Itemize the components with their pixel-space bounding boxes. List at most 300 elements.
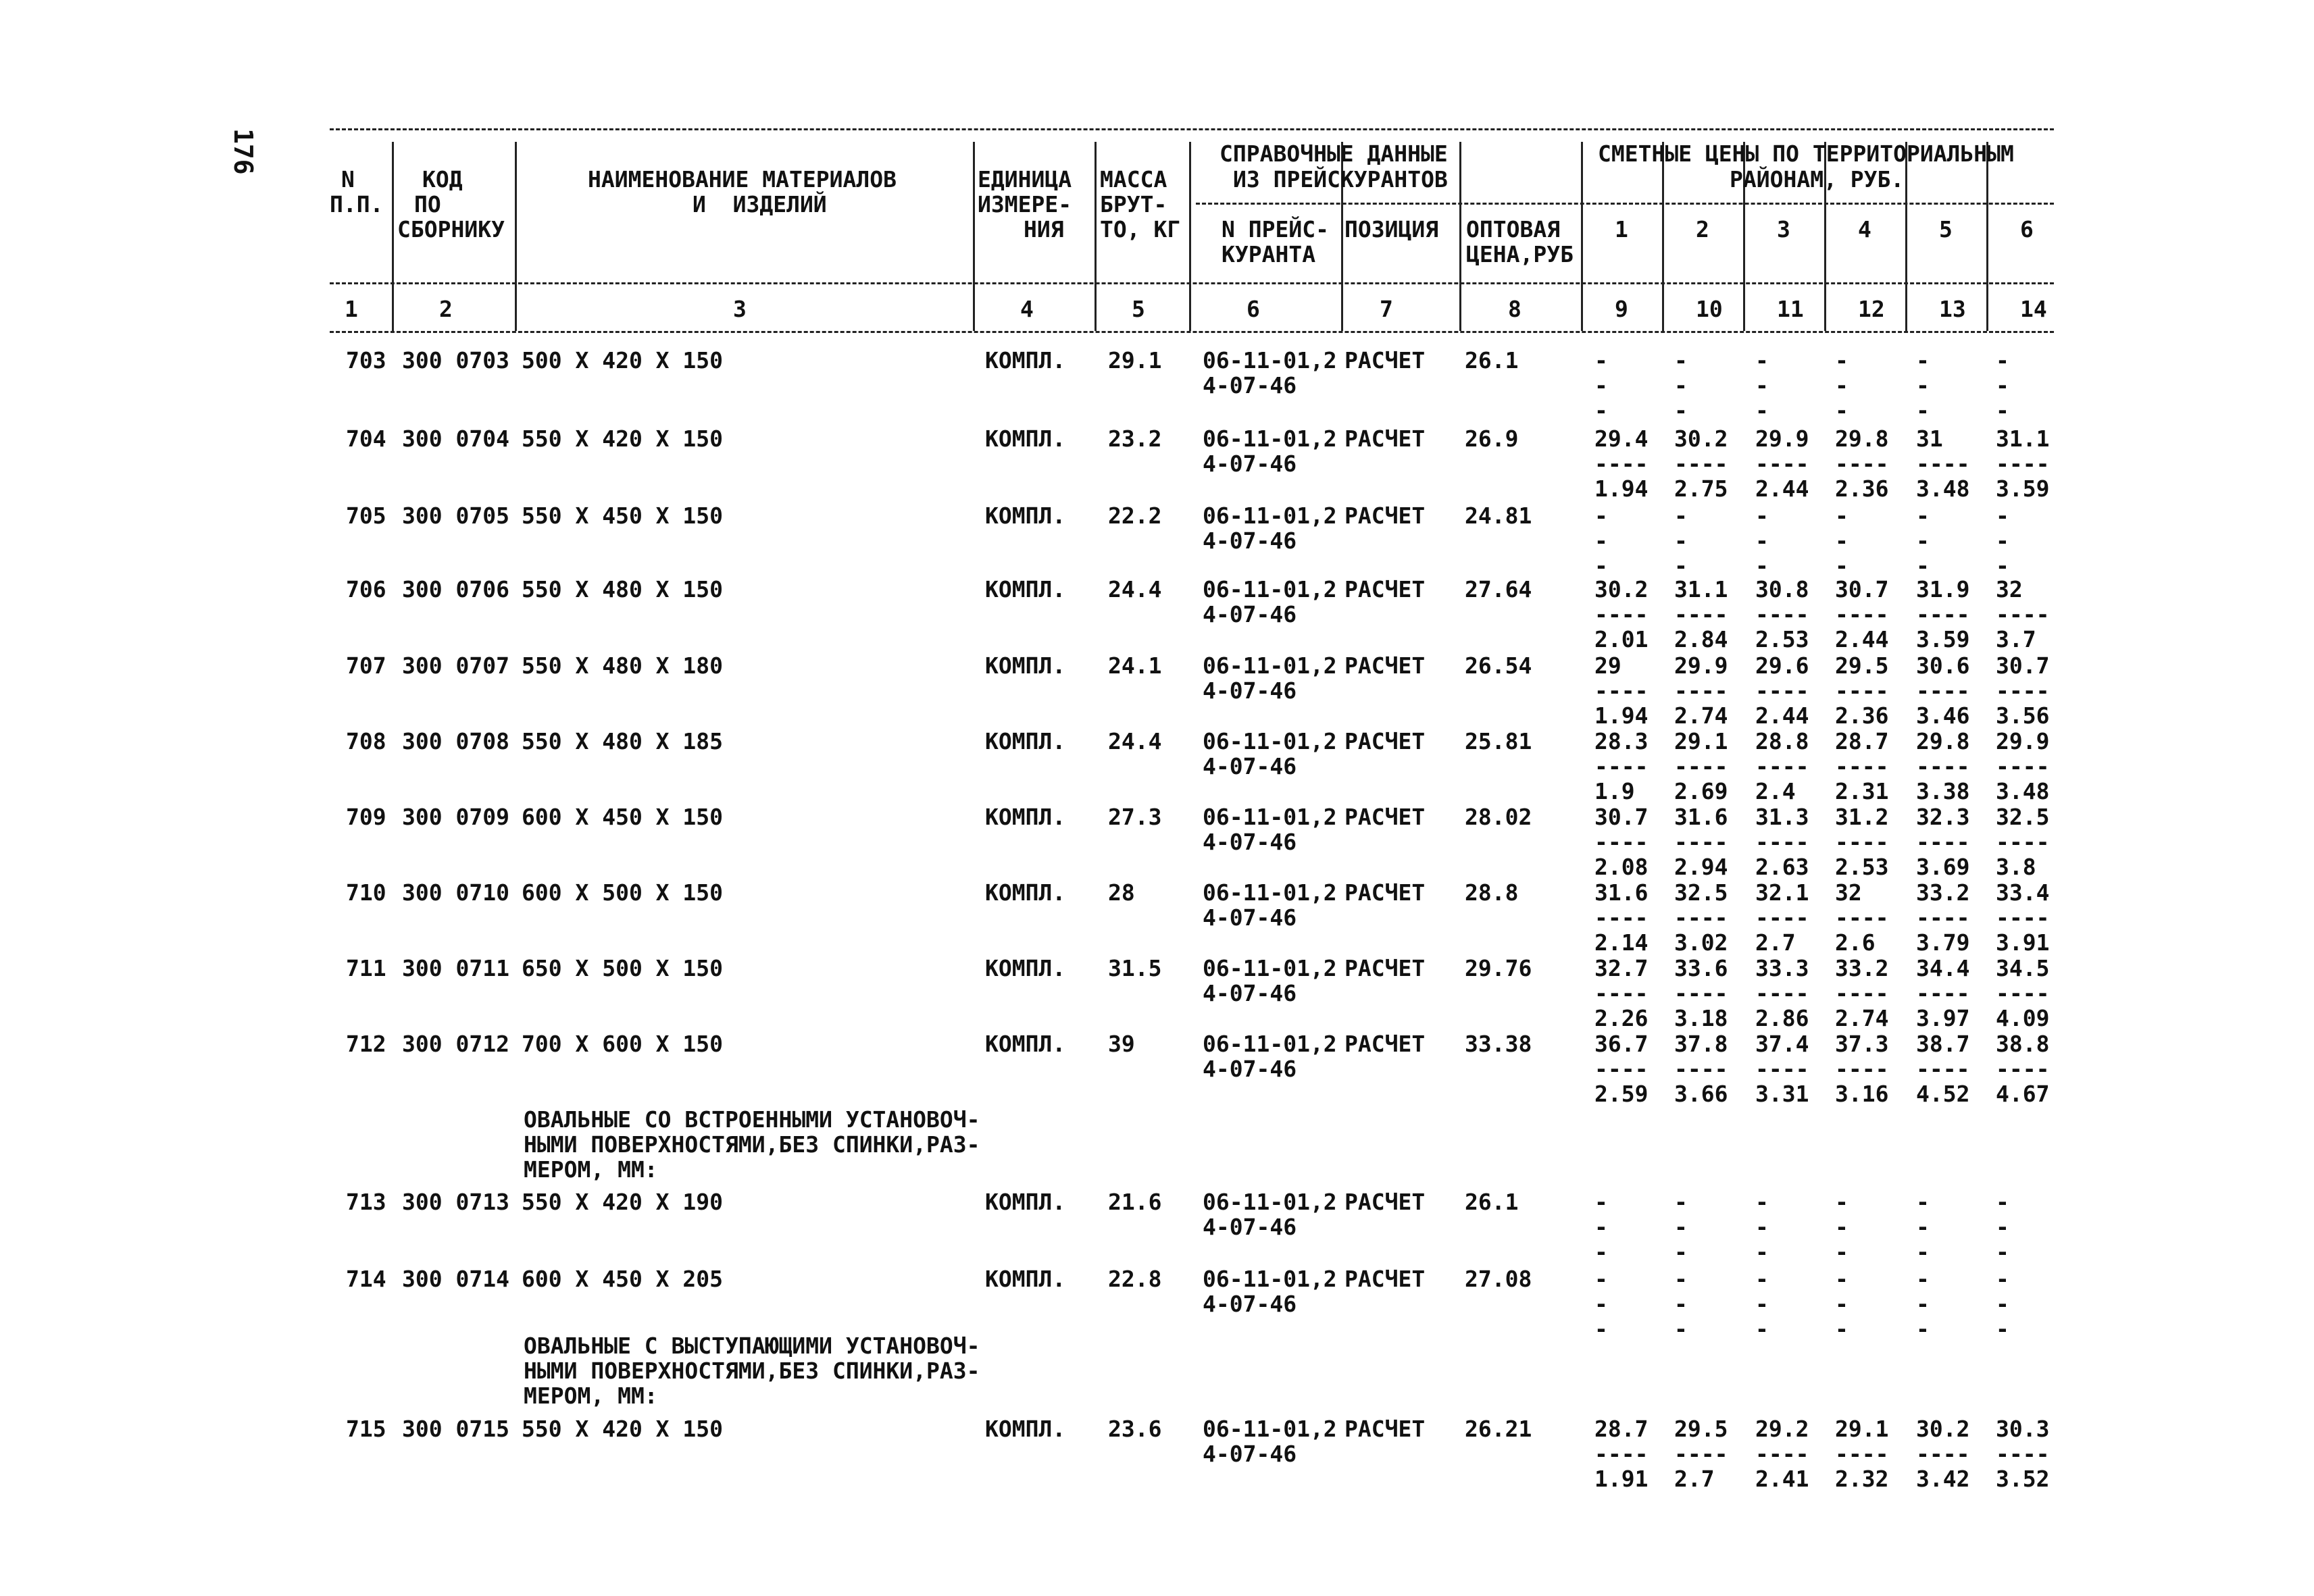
row-unit: КОМПЛ. xyxy=(985,503,1066,529)
row-pricelist-number-2: 4-07-46 xyxy=(1203,451,1297,477)
row-number: 704 xyxy=(346,426,386,452)
row-price-separator: ---- xyxy=(1674,829,1728,855)
row-price-separator: ---- xyxy=(1674,980,1728,1006)
row-price-separator: - xyxy=(1674,1214,1688,1240)
header-mid-rule xyxy=(330,282,2054,284)
row-mass: 22.8 xyxy=(1108,1266,1162,1292)
row-price-region-6: 33.4 xyxy=(1996,879,2050,906)
header-col4-line3: НИЯ xyxy=(1024,216,1064,242)
row-number: 714 xyxy=(346,1266,386,1292)
row-price-region-4-secondary: 2.44 xyxy=(1835,626,1889,652)
row-wholesale-price: 25.81 xyxy=(1465,728,1532,754)
row-price-separator: ---- xyxy=(1755,904,1809,931)
row-price-region-3-secondary: 2.7 xyxy=(1755,929,1796,956)
row-price-separator: ---- xyxy=(1755,829,1809,855)
row-price-separator: ---- xyxy=(1916,753,1970,779)
row-price-separator: ---- xyxy=(1916,601,1970,627)
row-price-separator: ---- xyxy=(1835,904,1889,931)
row-price-region-2-secondary: 3.66 xyxy=(1674,1081,1728,1107)
row-price-region-1: 31.6 xyxy=(1594,879,1649,906)
row-price-separator: ---- xyxy=(1835,677,1889,704)
row-name: 650 X 500 X 150 xyxy=(522,955,724,981)
row-price-separator: ---- xyxy=(1916,980,1970,1006)
row-price-separator: ---- xyxy=(1835,829,1889,855)
column-number-5: 5 xyxy=(1132,296,1145,322)
row-name: 550 X 420 X 150 xyxy=(522,1416,724,1442)
row-price-separator: ---- xyxy=(1755,677,1809,704)
column-number-3: 3 xyxy=(733,296,747,322)
row-price-region-2: 37.8 xyxy=(1674,1031,1728,1057)
row-code: 300 0704 xyxy=(402,426,509,452)
row-price-region-6-secondary: 4.67 xyxy=(1996,1081,2050,1107)
row-price-separator: ---- xyxy=(1674,1441,1728,1467)
row-name: 700 X 600 X 150 xyxy=(522,1031,724,1057)
row-position: РАСЧЕТ xyxy=(1344,1416,1426,1442)
row-position: РАСЧЕТ xyxy=(1344,955,1426,981)
row-price-separator: - xyxy=(1916,527,1930,554)
row-price-region-2-secondary: 3.02 xyxy=(1674,929,1728,956)
header-bottom-rule xyxy=(330,331,2054,333)
row-price-region-3: 33.3 xyxy=(1755,955,1809,981)
row-price-region-1-secondary: 2.14 xyxy=(1594,929,1649,956)
row-price-region-4: 30.7 xyxy=(1835,576,1889,602)
column-number-9: 9 xyxy=(1615,296,1628,322)
row-number: 709 xyxy=(346,804,386,830)
row-price-region-3-secondary: - xyxy=(1755,1316,1769,1342)
row-price-region-1: - xyxy=(1594,347,1608,374)
column-number-10: 10 xyxy=(1696,296,1723,322)
row-price-region-2: 30.2 xyxy=(1674,426,1728,452)
row-price-region-5: - xyxy=(1916,1266,1930,1292)
row-wholesale-price: 28.02 xyxy=(1465,804,1532,830)
row-position: РАСЧЕТ xyxy=(1344,652,1426,679)
row-pricelist-number-2: 4-07-46 xyxy=(1203,1056,1297,1082)
row-price-region-6-secondary: - xyxy=(1996,552,2009,579)
row-price-region-1-secondary: - xyxy=(1594,1239,1608,1265)
column-number-8: 8 xyxy=(1508,296,1521,322)
row-pricelist-number: 06-11-01,2 xyxy=(1203,1189,1337,1215)
row-price-region-2-secondary: - xyxy=(1674,1316,1688,1342)
row-unit: КОМПЛ. xyxy=(985,1031,1066,1057)
row-price-separator: ---- xyxy=(1594,677,1649,704)
row-position: РАСЧЕТ xyxy=(1344,728,1426,754)
row-price-region-4: 37.3 xyxy=(1835,1031,1889,1057)
row-price-separator: ---- xyxy=(1674,904,1728,931)
row-mass: 24.1 xyxy=(1108,652,1162,679)
row-code: 300 0710 xyxy=(402,879,509,906)
row-price-region-2: - xyxy=(1674,1189,1688,1215)
row-pricelist-number-2: 4-07-46 xyxy=(1203,1441,1297,1467)
row-pricelist-number: 06-11-01,2 xyxy=(1203,804,1337,830)
page-number: 176 xyxy=(228,128,258,175)
row-price-region-5-secondary: - xyxy=(1916,1239,1930,1265)
row-price-region-4-secondary: 2.6 xyxy=(1835,929,1876,956)
row-price-separator: ---- xyxy=(1835,1056,1889,1082)
row-price-separator: ---- xyxy=(1755,451,1809,477)
row-price-region-2: 29.1 xyxy=(1674,728,1728,754)
row-price-region-4: 28.7 xyxy=(1835,728,1889,754)
row-price-region-6-secondary: - xyxy=(1996,1239,2009,1265)
row-price-region-3: - xyxy=(1755,1266,1769,1292)
section-heading-a-line1: ОВАЛЬНЫЕ СО ВСТРОЕННЫМИ УСТАНОВОЧ- xyxy=(524,1106,980,1133)
row-price-separator: ---- xyxy=(1594,601,1649,627)
column-number-11: 11 xyxy=(1777,296,1804,322)
header-col4-line2: ИЗМЕРЕ- xyxy=(978,191,1072,217)
row-wholesale-price: 24.81 xyxy=(1465,503,1532,529)
row-price-region-2: 29.5 xyxy=(1674,1416,1728,1442)
row-price-separator: - xyxy=(1835,1214,1848,1240)
row-price-region-6-secondary: 3.48 xyxy=(1996,778,2050,804)
row-price-region-6-secondary: 3.52 xyxy=(1996,1466,2050,1492)
row-price-separator: - xyxy=(1674,527,1688,554)
row-code: 300 0703 xyxy=(402,347,509,374)
row-code: 300 0707 xyxy=(402,652,509,679)
header-col8-line1: ОПТОВАЯ xyxy=(1466,216,1561,242)
header-region-4: 4 xyxy=(1858,216,1871,242)
row-mass: 39 xyxy=(1108,1031,1135,1057)
row-price-separator: - xyxy=(1674,372,1688,398)
header-col2-line2: ПО xyxy=(414,191,441,217)
row-price-region-3: 32.1 xyxy=(1755,879,1809,906)
row-unit: КОМПЛ. xyxy=(985,1416,1066,1442)
row-mass: 27.3 xyxy=(1108,804,1162,830)
row-price-region-6: - xyxy=(1996,1189,2009,1215)
row-price-region-5-secondary: 3.38 xyxy=(1916,778,1970,804)
row-number: 710 xyxy=(346,879,386,906)
row-price-region-6-secondary: 3.7 xyxy=(1996,626,2036,652)
header-divider xyxy=(1662,142,1664,331)
row-price-region-4-secondary: - xyxy=(1835,397,1848,423)
row-price-region-1-secondary: - xyxy=(1594,397,1608,423)
row-position: РАСЧЕТ xyxy=(1344,1266,1426,1292)
row-price-region-3: - xyxy=(1755,503,1769,529)
row-price-region-2-secondary: 2.94 xyxy=(1674,854,1728,880)
row-unit: КОМПЛ. xyxy=(985,804,1066,830)
header-col8-line2: ЦЕНА,РУБ xyxy=(1466,241,1574,267)
row-price-region-6-secondary: 3.91 xyxy=(1996,929,2050,956)
row-price-region-5-secondary: 4.52 xyxy=(1916,1081,1970,1107)
row-price-separator: - xyxy=(1916,1291,1930,1317)
row-price-separator: ---- xyxy=(1755,1056,1809,1082)
row-pricelist-number-2: 4-07-46 xyxy=(1203,1291,1297,1317)
row-price-region-2-secondary: - xyxy=(1674,397,1688,423)
row-price-separator: ---- xyxy=(1674,601,1728,627)
row-price-separator: ---- xyxy=(1594,829,1649,855)
row-position: РАСЧЕТ xyxy=(1344,804,1426,830)
row-price-separator: ---- xyxy=(1996,677,2050,704)
row-name: 600 X 450 X 150 xyxy=(522,804,724,830)
row-price-region-1: - xyxy=(1594,1189,1608,1215)
row-price-region-2-secondary: 2.69 xyxy=(1674,778,1728,804)
row-price-region-2: 33.6 xyxy=(1674,955,1728,981)
section-heading-b-line2: НЫМИ ПОВЕРХНОСТЯМИ,БЕЗ СПИНКИ,РАЗ- xyxy=(524,1358,980,1384)
row-price-region-1-secondary: 2.59 xyxy=(1594,1081,1649,1107)
row-price-region-1: 30.2 xyxy=(1594,576,1649,602)
row-price-region-4: 29.8 xyxy=(1835,426,1889,452)
row-price-region-1: 28.3 xyxy=(1594,728,1649,754)
row-price-region-4-secondary: - xyxy=(1835,1316,1848,1342)
header-region-3: 3 xyxy=(1777,216,1790,242)
row-price-separator: - xyxy=(1916,1214,1930,1240)
row-price-region-6: 38.8 xyxy=(1996,1031,2050,1057)
row-price-region-3-secondary: 3.31 xyxy=(1755,1081,1809,1107)
row-price-separator: - xyxy=(1996,1291,2009,1317)
row-price-region-2: 31.6 xyxy=(1674,804,1728,830)
row-price-separator: ---- xyxy=(1674,677,1728,704)
row-pricelist-number-2: 4-07-46 xyxy=(1203,527,1297,554)
row-price-region-2-secondary: 3.18 xyxy=(1674,1005,1728,1031)
row-price-region-1-secondary: 1.94 xyxy=(1594,475,1649,502)
row-price-region-1-secondary: - xyxy=(1594,552,1608,579)
row-unit: КОМПЛ. xyxy=(985,576,1066,602)
row-wholesale-price: 26.1 xyxy=(1465,347,1519,374)
header-col5-line3: ТО, КГ xyxy=(1100,216,1181,242)
row-price-region-4: 32 xyxy=(1835,879,1862,906)
row-number: 707 xyxy=(346,652,386,679)
row-price-region-2-secondary: 2.7 xyxy=(1674,1466,1715,1492)
row-price-region-5-secondary: 3.69 xyxy=(1916,854,1970,880)
row-mass: 24.4 xyxy=(1108,576,1162,602)
row-pricelist-number: 06-11-01,2 xyxy=(1203,879,1337,906)
row-unit: КОМПЛ. xyxy=(985,728,1066,754)
row-number: 712 xyxy=(346,1031,386,1057)
row-price-region-1-secondary: 1.91 xyxy=(1594,1466,1649,1492)
row-unit: КОМПЛ. xyxy=(985,1189,1066,1215)
row-price-region-5: - xyxy=(1916,347,1930,374)
row-wholesale-price: 26.9 xyxy=(1465,426,1519,452)
row-price-separator: ---- xyxy=(1594,1056,1649,1082)
row-price-separator: - xyxy=(1594,372,1608,398)
row-price-region-4: - xyxy=(1835,347,1848,374)
row-unit: КОМПЛ. xyxy=(985,426,1066,452)
row-wholesale-price: 29.76 xyxy=(1465,955,1532,981)
row-price-separator: ---- xyxy=(1674,753,1728,779)
row-price-region-5: 32.3 xyxy=(1916,804,1970,830)
row-price-region-5-secondary: - xyxy=(1916,397,1930,423)
header-col3-line2: И ИЗДЕЛИЙ xyxy=(693,191,827,217)
row-price-region-1: 29.4 xyxy=(1594,426,1649,452)
row-name: 550 X 480 X 180 xyxy=(522,652,724,679)
row-price-separator: - xyxy=(1755,1291,1769,1317)
row-price-region-2-secondary: - xyxy=(1674,1239,1688,1265)
row-number: 711 xyxy=(346,955,386,981)
row-price-region-3-secondary: 2.44 xyxy=(1755,702,1809,729)
row-price-region-4-secondary: 2.31 xyxy=(1835,778,1889,804)
row-price-region-3-secondary: 2.4 xyxy=(1755,778,1796,804)
column-number-7: 7 xyxy=(1380,296,1393,322)
row-price-separator: ---- xyxy=(1996,451,2050,477)
row-wholesale-price: 26.54 xyxy=(1465,652,1532,679)
row-code: 300 0708 xyxy=(402,728,509,754)
row-name: 550 X 420 X 150 xyxy=(522,426,724,452)
section-heading-a-line3: МЕРОМ, ММ: xyxy=(524,1156,658,1183)
row-price-separator: ---- xyxy=(1835,451,1889,477)
row-wholesale-price: 26.1 xyxy=(1465,1189,1519,1215)
row-price-region-3-secondary: 2.63 xyxy=(1755,854,1809,880)
row-price-separator: ---- xyxy=(1916,451,1970,477)
section-heading-b-line1: ОВАЛЬНЫЕ С ВЫСТУПАЮЩИМИ УСТАНОВОЧ- xyxy=(524,1333,980,1359)
row-name: 500 X 420 X 150 xyxy=(522,347,724,374)
header-price-group-line1: СМЕТНЫЕ ЦЕНЫ ПО ТЕРРИТОРИАЛЬНЫМ xyxy=(1598,140,2014,167)
row-price-separator: ---- xyxy=(1996,904,2050,931)
row-price-region-3-secondary: - xyxy=(1755,552,1769,579)
row-price-region-6: 31.1 xyxy=(1996,426,2050,452)
row-price-region-1: 36.7 xyxy=(1594,1031,1649,1057)
header-col1-line2: П.П. xyxy=(330,191,384,217)
row-pricelist-number: 06-11-01,2 xyxy=(1203,426,1337,452)
header-region-5: 5 xyxy=(1939,216,1953,242)
row-price-region-4: - xyxy=(1835,503,1848,529)
section-heading-a-line2: НЫМИ ПОВЕРХНОСТЯМИ,БЕЗ СПИНКИ,РАЗ- xyxy=(524,1131,980,1158)
row-price-separator: ---- xyxy=(1996,1056,2050,1082)
row-price-separator: ---- xyxy=(1916,1056,1970,1082)
row-price-region-6: 34.5 xyxy=(1996,955,2050,981)
row-price-separator: ---- xyxy=(1835,753,1889,779)
row-price-separator: ---- xyxy=(1755,601,1809,627)
row-position: РАСЧЕТ xyxy=(1344,503,1426,529)
row-price-separator: - xyxy=(1594,527,1608,554)
row-position: РАСЧЕТ xyxy=(1344,347,1426,374)
row-price-region-3: 29.2 xyxy=(1755,1416,1809,1442)
row-price-region-2-secondary: 2.74 xyxy=(1674,702,1728,729)
row-price-region-6: 30.3 xyxy=(1996,1416,2050,1442)
header-divider xyxy=(1459,142,1461,331)
row-price-separator: ---- xyxy=(1916,829,1970,855)
row-name: 600 X 450 X 205 xyxy=(522,1266,724,1292)
row-price-region-3: 29.9 xyxy=(1755,426,1809,452)
row-price-region-5: 38.7 xyxy=(1916,1031,1970,1057)
row-price-region-6-secondary: 3.8 xyxy=(1996,854,2036,880)
row-mass: 22.2 xyxy=(1108,503,1162,529)
row-price-separator: ---- xyxy=(1996,753,2050,779)
row-pricelist-number-2: 4-07-46 xyxy=(1203,1214,1297,1240)
row-price-separator: - xyxy=(1835,372,1848,398)
row-price-separator: - xyxy=(1594,1291,1608,1317)
row-price-region-4-secondary: - xyxy=(1835,1239,1848,1265)
section-heading-b-line3: МЕРОМ, ММ: xyxy=(524,1383,658,1409)
row-price-region-4-secondary: 2.32 xyxy=(1835,1466,1889,1492)
row-price-region-4: - xyxy=(1835,1266,1848,1292)
row-price-region-1-secondary: 2.08 xyxy=(1594,854,1649,880)
row-price-region-4-secondary: 2.36 xyxy=(1835,475,1889,502)
row-price-separator: ---- xyxy=(1594,980,1649,1006)
row-mass: 28 xyxy=(1108,879,1135,906)
row-price-region-2: 32.5 xyxy=(1674,879,1728,906)
row-wholesale-price: 33.38 xyxy=(1465,1031,1532,1057)
row-price-region-3-secondary: 2.86 xyxy=(1755,1005,1809,1031)
row-price-region-5: 33.2 xyxy=(1916,879,1970,906)
row-pricelist-number-2: 4-07-46 xyxy=(1203,753,1297,779)
row-price-separator: ---- xyxy=(1835,980,1889,1006)
row-code: 300 0711 xyxy=(402,955,509,981)
row-number: 705 xyxy=(346,503,386,529)
header-divider xyxy=(515,142,517,331)
row-price-region-5-secondary: 3.79 xyxy=(1916,929,1970,956)
row-price-separator: ---- xyxy=(1835,601,1889,627)
row-price-separator: ---- xyxy=(1594,904,1649,931)
row-price-region-5: - xyxy=(1916,1189,1930,1215)
row-price-region-3: 30.8 xyxy=(1755,576,1809,602)
row-position: РАСЧЕТ xyxy=(1344,426,1426,452)
row-unit: КОМПЛ. xyxy=(985,652,1066,679)
row-price-region-1: - xyxy=(1594,1266,1608,1292)
row-price-region-1-secondary: 2.26 xyxy=(1594,1005,1649,1031)
header-col5-line1: МАССА xyxy=(1100,166,1167,192)
row-price-region-6: - xyxy=(1996,503,2009,529)
column-number-6: 6 xyxy=(1247,296,1260,322)
row-price-region-2-secondary: 2.84 xyxy=(1674,626,1728,652)
row-price-region-5: 29.8 xyxy=(1916,728,1970,754)
row-wholesale-price: 27.08 xyxy=(1465,1266,1532,1292)
row-price-separator: - xyxy=(1674,1291,1688,1317)
row-pricelist-number: 06-11-01,2 xyxy=(1203,1266,1337,1292)
row-price-region-2-secondary: - xyxy=(1674,552,1688,579)
row-price-region-3: 28.8 xyxy=(1755,728,1809,754)
row-price-region-5-secondary: 3.48 xyxy=(1916,475,1970,502)
row-price-region-3-secondary: - xyxy=(1755,397,1769,423)
row-price-region-5: 31 xyxy=(1916,426,1943,452)
row-price-separator: - xyxy=(1996,1214,2009,1240)
row-price-region-6: - xyxy=(1996,347,2009,374)
header-region-2: 2 xyxy=(1696,216,1709,242)
header-region-6: 6 xyxy=(2020,216,2034,242)
row-price-separator: ---- xyxy=(1755,980,1809,1006)
header-divider xyxy=(1095,142,1097,331)
row-price-separator: ---- xyxy=(1835,1441,1889,1467)
row-pricelist-number: 06-11-01,2 xyxy=(1203,347,1337,374)
header-ref-group-line1: СПРАВОЧНЫЕ ДАННЫЕ xyxy=(1219,140,1448,167)
row-mass: 29.1 xyxy=(1108,347,1162,374)
row-name: 550 X 480 X 185 xyxy=(522,728,724,754)
row-price-separator: ---- xyxy=(1674,1056,1728,1082)
row-price-region-1-secondary: 1.94 xyxy=(1594,702,1649,729)
row-unit: КОМПЛ. xyxy=(985,879,1066,906)
row-price-separator: ---- xyxy=(1916,677,1970,704)
row-price-region-1-secondary: - xyxy=(1594,1316,1608,1342)
row-pricelist-number-2: 4-07-46 xyxy=(1203,601,1297,627)
row-price-region-4: 33.2 xyxy=(1835,955,1889,981)
row-price-region-2: - xyxy=(1674,503,1688,529)
header-col6-line1: N ПРЕЙС- xyxy=(1222,216,1329,242)
header-col2-line3: СБОРНИКУ xyxy=(397,216,505,242)
row-pricelist-number: 06-11-01,2 xyxy=(1203,503,1337,529)
row-price-separator: ---- xyxy=(1996,829,2050,855)
row-price-region-6: 32.5 xyxy=(1996,804,2050,830)
row-pricelist-number: 06-11-01,2 xyxy=(1203,576,1337,602)
row-price-region-5: 34.4 xyxy=(1916,955,1970,981)
row-code: 300 0715 xyxy=(402,1416,509,1442)
row-price-separator: ---- xyxy=(1996,1441,2050,1467)
row-price-region-4-secondary: 2.74 xyxy=(1835,1005,1889,1031)
row-unit: КОМПЛ. xyxy=(985,347,1066,374)
row-pricelist-number-2: 4-07-46 xyxy=(1203,904,1297,931)
row-number: 715 xyxy=(346,1416,386,1442)
ref-group-rule xyxy=(1196,203,2054,205)
row-price-region-5-secondary: 3.46 xyxy=(1916,702,1970,729)
row-price-region-4-secondary: 2.36 xyxy=(1835,702,1889,729)
row-price-region-1: - xyxy=(1594,503,1608,529)
row-price-region-5: - xyxy=(1916,503,1930,529)
header-divider xyxy=(973,142,975,331)
row-price-separator: ---- xyxy=(1594,753,1649,779)
row-price-separator: ---- xyxy=(1996,601,2050,627)
column-number-2: 2 xyxy=(439,296,453,322)
header-divider xyxy=(1581,142,1583,331)
row-price-region-4-secondary: 2.53 xyxy=(1835,854,1889,880)
row-price-separator: - xyxy=(1755,1214,1769,1240)
row-price-region-5-secondary: 3.42 xyxy=(1916,1466,1970,1492)
header-top-rule xyxy=(330,128,2054,130)
